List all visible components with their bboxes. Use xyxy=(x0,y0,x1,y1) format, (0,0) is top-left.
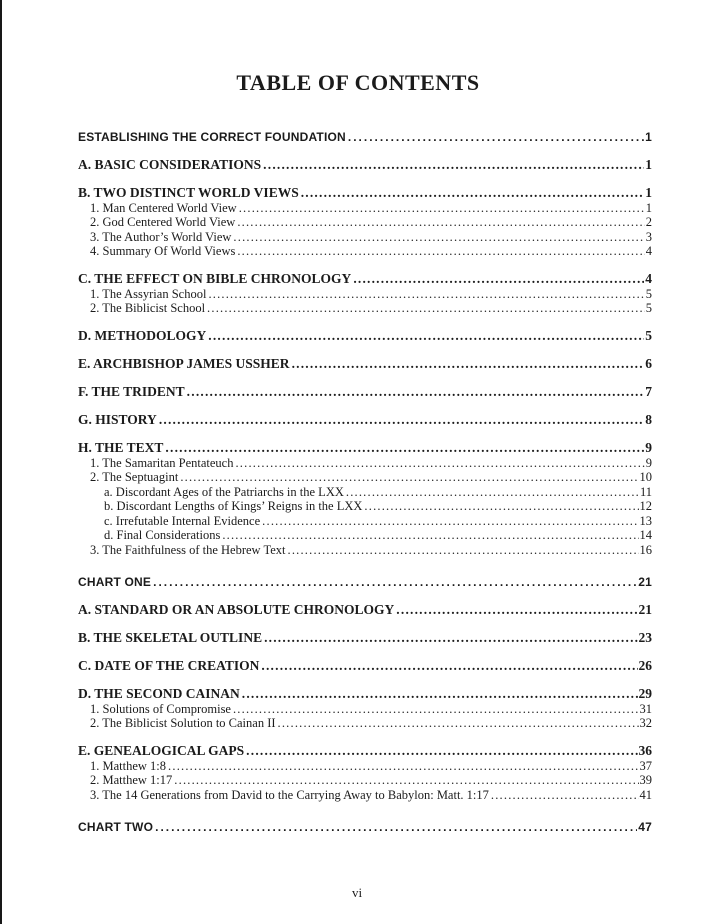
toc-entry-label: H. THE TEXT xyxy=(78,440,164,455)
toc-entry-page: 4 xyxy=(645,244,652,258)
toc-entry-page: 16 xyxy=(639,542,652,557)
toc-entry-label: 1. Man Centered World View xyxy=(90,200,237,215)
toc-entry-page: 11 xyxy=(639,484,652,499)
dot-leader xyxy=(233,702,639,717)
toc-entry-page: 31 xyxy=(639,701,652,716)
toc-entry-page: 29 xyxy=(638,686,652,701)
toc-entry-label: 3. The Faithfulness of the Hebrew Text xyxy=(90,542,286,557)
toc-entry xyxy=(78,716,652,731)
toc-entry-label: 2. The Septuagint xyxy=(90,470,179,484)
toc-entry xyxy=(78,230,652,245)
toc-entry xyxy=(78,456,652,471)
page-number-footer: vi xyxy=(351,885,363,900)
toc-entry xyxy=(78,301,652,316)
toc-entry xyxy=(78,631,652,646)
toc-entry xyxy=(78,158,652,173)
dot-leader xyxy=(174,773,638,788)
toc-entry-page: 9 xyxy=(645,455,652,470)
toc-entry xyxy=(78,528,652,543)
toc-entry-label: 1. Matthew 1:8 xyxy=(90,758,167,773)
dot-leader xyxy=(165,441,644,456)
dot-leader xyxy=(246,744,637,759)
toc-entry xyxy=(78,773,652,788)
toc-entry-label: 2. The Biblicist Solution to Cainan II xyxy=(90,716,276,730)
toc-entry xyxy=(78,759,652,774)
toc-entry xyxy=(78,485,652,500)
toc-entry-page: 5 xyxy=(645,301,652,315)
toc-entry-label: E. GENEALOGICAL GAPS xyxy=(78,743,245,758)
toc-entry xyxy=(78,287,652,302)
toc-entry-page: 6 xyxy=(645,356,652,371)
toc-entry xyxy=(78,514,652,529)
toc-entry xyxy=(78,186,652,201)
toc-entry-page: 39 xyxy=(639,773,652,787)
dot-leader xyxy=(237,215,644,230)
toc-entry xyxy=(78,357,652,372)
toc-entry xyxy=(78,659,652,674)
toc-entry-page: 8 xyxy=(645,412,652,427)
toc-entry-label: 1. The Assyrian School xyxy=(90,286,207,301)
toc-entry xyxy=(78,788,652,803)
toc-entry-label: 1. The Samaritan Pentateuch xyxy=(90,455,234,470)
toc-entry-label: C. DATE OF THE CREATION xyxy=(78,658,260,673)
toc-entry xyxy=(78,499,652,514)
toc-entry xyxy=(78,687,652,702)
toc-entry-label: CHART TWO xyxy=(78,820,154,834)
dot-leader xyxy=(222,528,638,543)
dot-leader xyxy=(159,413,644,428)
toc-entry xyxy=(78,603,652,618)
dot-leader xyxy=(292,357,645,372)
toc-entry-label: ESTABLISHING THE CORRECT FOUNDATION xyxy=(78,130,346,144)
dot-leader xyxy=(278,716,639,731)
toc-entry xyxy=(78,130,652,145)
toc-entry-page: 47 xyxy=(638,820,652,834)
toc-entry-label: 3. The 14 Generations from David to the Carrying Away to Babylon: Matt. 1:17 xyxy=(90,787,489,802)
toc-entry-page: 26 xyxy=(638,658,652,673)
toc-entry-page: 41 xyxy=(639,787,652,802)
toc-entry-page: 23 xyxy=(638,630,652,645)
dot-leader xyxy=(208,287,644,302)
toc-entry-page: 37 xyxy=(639,758,652,773)
toc-entry-page: 4 xyxy=(645,271,652,286)
toc-entry-label: 2. God Centered World View xyxy=(90,215,236,229)
toc-entry xyxy=(78,702,652,717)
toc-entry xyxy=(78,441,652,456)
dot-leader xyxy=(180,470,638,485)
dot-leader xyxy=(237,244,644,259)
toc-entry xyxy=(78,744,652,759)
toc-entry xyxy=(78,215,652,230)
toc-entry-label: 3. The Author’s World View xyxy=(90,229,232,244)
toc-entry-page: 5 xyxy=(645,286,652,301)
toc-entry-label: B. THE SKELETAL OUTLINE xyxy=(78,630,263,645)
toc-entry xyxy=(78,413,652,428)
toc-entry-page: 32 xyxy=(639,716,652,730)
table-of-contents xyxy=(78,130,652,835)
toc-entry-label: G. HISTORY xyxy=(78,412,157,427)
scan-edge-line xyxy=(0,0,2,924)
toc-entry xyxy=(78,820,652,835)
toc-entry-label: d. Final Considerations xyxy=(104,528,221,542)
dot-leader xyxy=(155,820,637,835)
toc-entry-page: 36 xyxy=(638,743,652,758)
toc-entry-label: 1. Solutions of Compromise xyxy=(90,701,231,716)
dot-leader xyxy=(187,385,645,400)
toc-entry-page: 21 xyxy=(638,602,652,617)
page-title: TABLE OF CONTENTS xyxy=(236,70,480,95)
toc-entry xyxy=(78,470,652,485)
toc-entry xyxy=(78,329,652,344)
toc-entry-page: 1 xyxy=(645,157,652,172)
toc-entry-page: 21 xyxy=(638,575,652,589)
toc-entry-label: A. STANDARD OR AN ABSOLUTE CHRONOLOGY xyxy=(78,602,395,617)
toc-entry xyxy=(78,575,652,590)
toc-entry-label: A. BASIC CONSIDERATIONS xyxy=(78,157,262,172)
dot-leader xyxy=(207,301,645,316)
toc-entry-page: 1 xyxy=(645,130,652,144)
toc-entry-label: a. Discordant Ages of the Patriarchs in the LXX xyxy=(104,484,344,499)
toc-entry-label: CHART ONE xyxy=(78,575,152,589)
dot-leader xyxy=(233,230,644,245)
toc-entry-label: b. Discordant Lengths of Kings’ Reigns in the LXX xyxy=(104,499,363,513)
toc-entry-page: 1 xyxy=(645,185,652,200)
toc-entry-label: E. ARCHBISHOP JAMES USSHER xyxy=(78,356,290,371)
toc-entry-label: 4. Summary Of World Views xyxy=(90,244,236,258)
toc-entry-page: 13 xyxy=(639,513,652,528)
toc-entry-label: 2. The Biblicist School xyxy=(90,301,206,315)
toc-entry-page: 2 xyxy=(645,215,652,229)
dot-leader xyxy=(491,788,639,803)
toc-entry-page: 5 xyxy=(645,328,652,343)
toc-entry-page: 3 xyxy=(645,229,652,244)
toc-entry-label: c. Irrefutable Internal Evidence xyxy=(104,513,261,528)
toc-entry-page: 9 xyxy=(645,440,652,455)
toc-entry-label: D. THE SECOND CAINAN xyxy=(78,686,240,701)
dot-leader xyxy=(396,603,637,618)
dot-leader xyxy=(168,759,638,774)
dot-leader xyxy=(242,687,638,702)
toc-entry xyxy=(78,244,652,259)
dot-leader xyxy=(364,499,638,514)
dot-leader xyxy=(346,485,639,500)
dot-leader xyxy=(264,631,637,646)
toc-entry xyxy=(78,385,652,400)
dot-leader xyxy=(261,659,637,674)
dot-leader xyxy=(288,543,639,558)
toc-entry-label: C. THE EFFECT ON BIBLE CHRONOLOGY xyxy=(78,271,352,286)
dot-leader xyxy=(153,575,637,590)
toc-entry-label: B. TWO DISTINCT WORLD VIEWS xyxy=(78,185,299,200)
toc-entry-page: 12 xyxy=(639,499,652,513)
toc-entry-page: 1 xyxy=(645,200,652,215)
toc-entry-page: 10 xyxy=(639,470,652,484)
dot-leader xyxy=(348,130,644,145)
toc-entry-page: 7 xyxy=(645,384,652,399)
dot-leader xyxy=(208,329,644,344)
toc-entry xyxy=(78,201,652,216)
dot-leader xyxy=(262,514,638,529)
dot-leader xyxy=(239,201,645,216)
dot-leader xyxy=(353,272,644,287)
toc-entry-label: 2. Matthew 1:17 xyxy=(90,773,173,787)
toc-entry-page: 14 xyxy=(639,528,652,542)
toc-entry-label: D. METHODOLOGY xyxy=(78,328,207,343)
toc-entry xyxy=(78,272,652,287)
toc-entry-label: F. THE TRIDENT xyxy=(78,384,185,399)
dot-leader xyxy=(263,158,644,173)
dot-leader xyxy=(301,186,645,201)
dot-leader xyxy=(235,456,644,471)
toc-entry xyxy=(78,543,652,558)
